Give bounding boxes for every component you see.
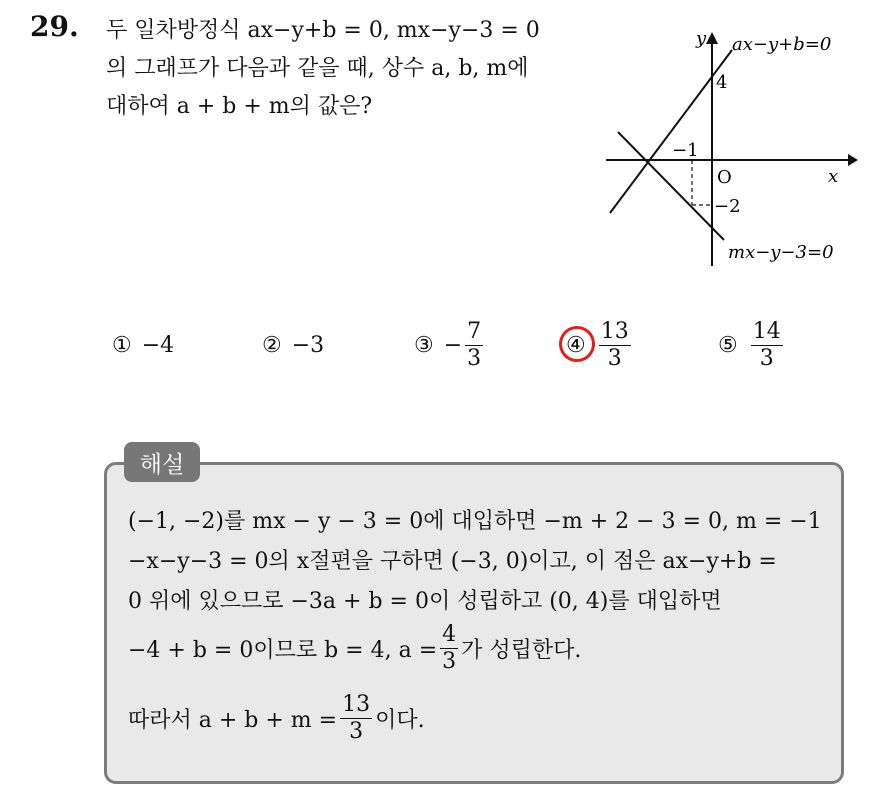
choice-2-number: ② xyxy=(262,332,282,358)
solution-line-3: 0 위에 있으므로 −3a + b = 0이 성립하고 (0, 4)를 대입하면 xyxy=(128,589,722,614)
choice-3-numerator: 7 xyxy=(467,318,482,344)
x-axis-label: x xyxy=(828,166,839,187)
choice-1-value: −4 xyxy=(141,332,175,358)
question-text xyxy=(106,12,586,126)
x-axis-arrow xyxy=(848,154,858,166)
choice-4-fraction xyxy=(599,319,631,372)
solution-line-4-pre: −4 + b = 0이므로 b = 4, a = xyxy=(128,638,438,663)
solution-line-4-numerator: 4 xyxy=(442,622,457,647)
choice-4-number: ④ xyxy=(566,332,586,358)
solution-line-5-denominator: 3 xyxy=(349,719,364,744)
origin-label: O xyxy=(717,167,732,188)
choice-5-denominator: 3 xyxy=(759,345,774,371)
solution-line-5-post: 이다. xyxy=(375,708,425,733)
question-number: 29. xyxy=(30,10,79,43)
question-line-2: 의 그래프가 다음과 같을 때, 상수 a, b, m에 xyxy=(106,56,529,81)
solution-line-4 xyxy=(128,622,581,675)
choice-3-fraction xyxy=(465,319,483,372)
choice-4-denominator: 3 xyxy=(607,345,622,371)
line-mx-y-3 xyxy=(618,132,724,240)
solution-line-4-post: 가 성립한다. xyxy=(461,638,582,663)
solution-line-5-fraction xyxy=(340,692,372,745)
solution-line-1: (−1, −2)를 mx − y − 3 = 0에 대입하면 −m + 2 − 3 = 0, m = −1 xyxy=(128,509,822,534)
choice-1[interactable] xyxy=(112,310,174,380)
y-axis-label: y xyxy=(696,28,707,49)
tick-label-neg2: −2 xyxy=(714,196,741,217)
choice-3[interactable] xyxy=(414,310,486,380)
question-line-3: 대하여 a + b + m의 값은? xyxy=(106,94,373,119)
choice-3-number: ③ xyxy=(414,332,434,358)
line1-label: ax−y+b=0 xyxy=(732,34,832,55)
answer-choices xyxy=(112,310,852,380)
line2-label: mx−y−3=0 xyxy=(728,242,834,263)
choice-1-number: ① xyxy=(112,332,132,358)
solution-line-4-fraction xyxy=(440,622,458,675)
choice-2-value: −3 xyxy=(291,332,325,358)
y-axis-arrow xyxy=(706,32,718,44)
solution-line-5-numerator: 13 xyxy=(342,692,371,717)
line-ax-y-b xyxy=(610,50,732,213)
choice-2[interactable] xyxy=(262,310,324,380)
choice-3-sign: − xyxy=(443,332,463,358)
solution-badge: 해설 xyxy=(124,442,200,482)
tick-label-neg1: −1 xyxy=(672,140,699,161)
choice-3-denominator: 3 xyxy=(467,345,482,371)
choice-5[interactable] xyxy=(718,310,786,380)
choice-5-number: ⑤ xyxy=(718,332,738,358)
choice-4[interactable] xyxy=(566,310,634,380)
solution-line-5-pre: 따라서 a + b + m = xyxy=(128,708,338,733)
choice-5-fraction xyxy=(751,319,783,372)
tick-label-4: 4 xyxy=(716,72,728,93)
solution-line-2: −x−y−3 = 0의 x절편을 구하면 (−3, 0)이고, 이 점은 ax−y+b = xyxy=(128,549,777,574)
solution-line-5 xyxy=(128,692,425,745)
solution-line-4-denominator: 3 xyxy=(442,649,457,674)
choice-4-numerator: 13 xyxy=(600,318,629,344)
coordinate-graph xyxy=(600,20,860,270)
choice-5-numerator: 14 xyxy=(752,318,781,344)
question-line-1: 두 일차방정식 ax−y+b = 0, mx−y−3 = 0 xyxy=(106,18,540,43)
selected-answer-circle-mark xyxy=(555,322,599,366)
